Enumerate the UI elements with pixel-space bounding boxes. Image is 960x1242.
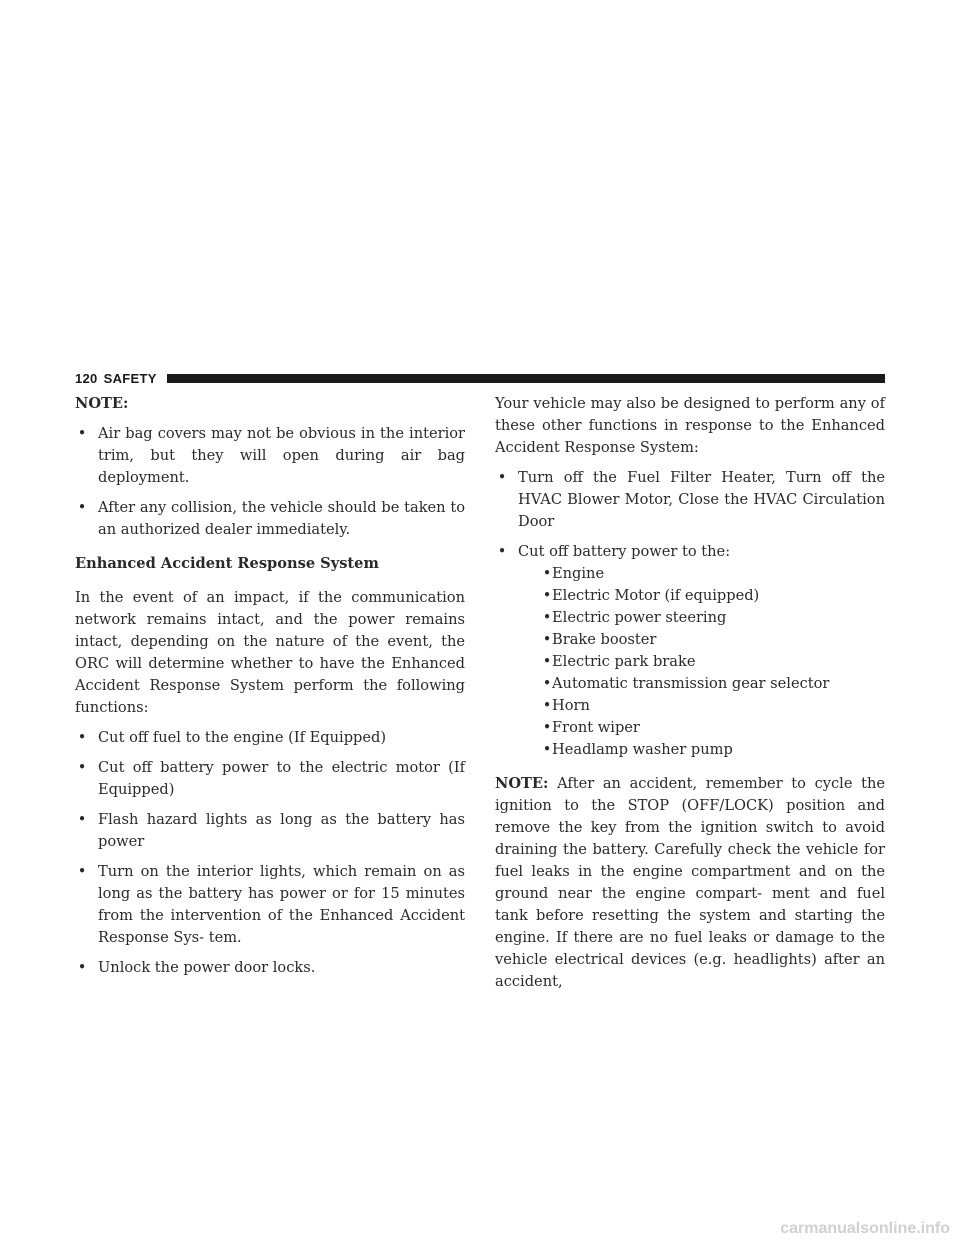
sub-list-item: • Automatic transmission gear selector xyxy=(518,673,885,695)
sub-list-item: • Horn xyxy=(518,695,885,717)
page-number: 120 xyxy=(75,370,98,386)
bullet-icon: • xyxy=(542,631,552,648)
battery-cutoff-sublist xyxy=(518,563,885,761)
left-column xyxy=(75,393,465,979)
sub-list-item: • Headlamp washer pump xyxy=(518,739,885,761)
sub-list-item: • Front wiper xyxy=(518,717,885,739)
section-heading: Enhanced Accident Response System xyxy=(75,555,379,572)
bullet-icon: • xyxy=(77,811,87,828)
note-paragraph xyxy=(495,773,885,993)
watermark: carmanualsonline.info xyxy=(780,1220,950,1237)
bullet-icon: • xyxy=(542,587,552,604)
bullet-icon: • xyxy=(77,499,87,516)
bullet-icon: • xyxy=(497,469,507,486)
bullet-icon: • xyxy=(77,759,87,776)
list-item: • Unlock the power door locks. xyxy=(75,957,465,979)
bullet-icon: • xyxy=(542,697,552,714)
list-item: • Turn on the interior lights, which remain on as long as the battery has power or for 15 minutes from the intervention of the Enhanced Accident Response Sys- tem. xyxy=(75,861,465,949)
list-item: • Turn off the Fuel Filter Heater, Turn off the HVAC Blower Motor, Close the HVAC Circulation Door xyxy=(495,467,885,533)
intro-paragraph: In the event of an impact, if the communication network remains intact, and the power remains intact, depending on the nature of the event, the ORC will determine whether to have the Enhanced Accident Response System perform the following functions: xyxy=(75,589,465,716)
bullet-icon: • xyxy=(542,675,552,692)
bullet-icon: • xyxy=(497,543,507,560)
bullet-icon: • xyxy=(542,609,552,626)
list-item: • Cut off battery power to the: • Engine • Electric Motor (if equipped) • Electric power steering • Brake booster • Electric park brake • Automatic transmission gear selector • Horn • Front wiper • Headlamp washer pump xyxy=(495,541,885,761)
note-text: After an accident, remember to cycle the ignition to the STOP (OFF/LOCK) position and remove the key from the ignition switch to avoid draining the battery. Carefully check the vehicle for fuel leaks in the engine compartment and on the ground near the engine compart- ment and fuel tank before resetting the system and starting the engine. If there are no fuel leaks or damage to the vehicle electrical devices (e.g. headlights) after an accident, xyxy=(495,775,885,990)
sub-list-item: • Engine xyxy=(518,563,885,585)
other-functions-list xyxy=(495,467,885,761)
functions-list xyxy=(75,727,465,979)
list-item: • Air bag covers may not be obvious in the interior trim, but they will open during air bag deployment. xyxy=(75,423,465,489)
bullet-icon: • xyxy=(542,719,552,736)
sub-list-item: • Brake booster xyxy=(518,629,885,651)
right-column xyxy=(495,393,885,993)
sub-list-item: • Electric power steering xyxy=(518,607,885,629)
sub-list-item: • Electric park brake xyxy=(518,651,885,673)
note-label: NOTE: xyxy=(75,395,129,412)
sub-list-item: • Electric Motor (if equipped) xyxy=(518,585,885,607)
bullet-icon: • xyxy=(542,653,552,670)
right-intro-paragraph: Your vehicle may also be designed to perform any of these other functions in response to the Enhanced Accident Response System: xyxy=(495,395,885,456)
list-item: • After any collision, the vehicle should be taken to an authorized dealer immediately. xyxy=(75,497,465,541)
list-item: • Cut off battery power to the electric motor (If Equipped) xyxy=(75,757,465,801)
bullet-icon: • xyxy=(77,959,87,976)
bullet-icon: • xyxy=(77,863,87,880)
bullet-icon: • xyxy=(77,729,87,746)
bullet-icon: • xyxy=(77,425,87,442)
section-title: SAFETY xyxy=(103,370,157,386)
note-list xyxy=(75,423,465,541)
bullet-icon: • xyxy=(542,565,552,582)
header-rule xyxy=(167,374,885,383)
note-label: NOTE: xyxy=(495,775,549,792)
page-header xyxy=(75,370,885,386)
list-item: • Flash hazard lights as long as the battery has power xyxy=(75,809,465,853)
bullet-icon: • xyxy=(542,741,552,758)
list-item: • Cut off fuel to the engine (If Equipped) xyxy=(75,727,465,749)
